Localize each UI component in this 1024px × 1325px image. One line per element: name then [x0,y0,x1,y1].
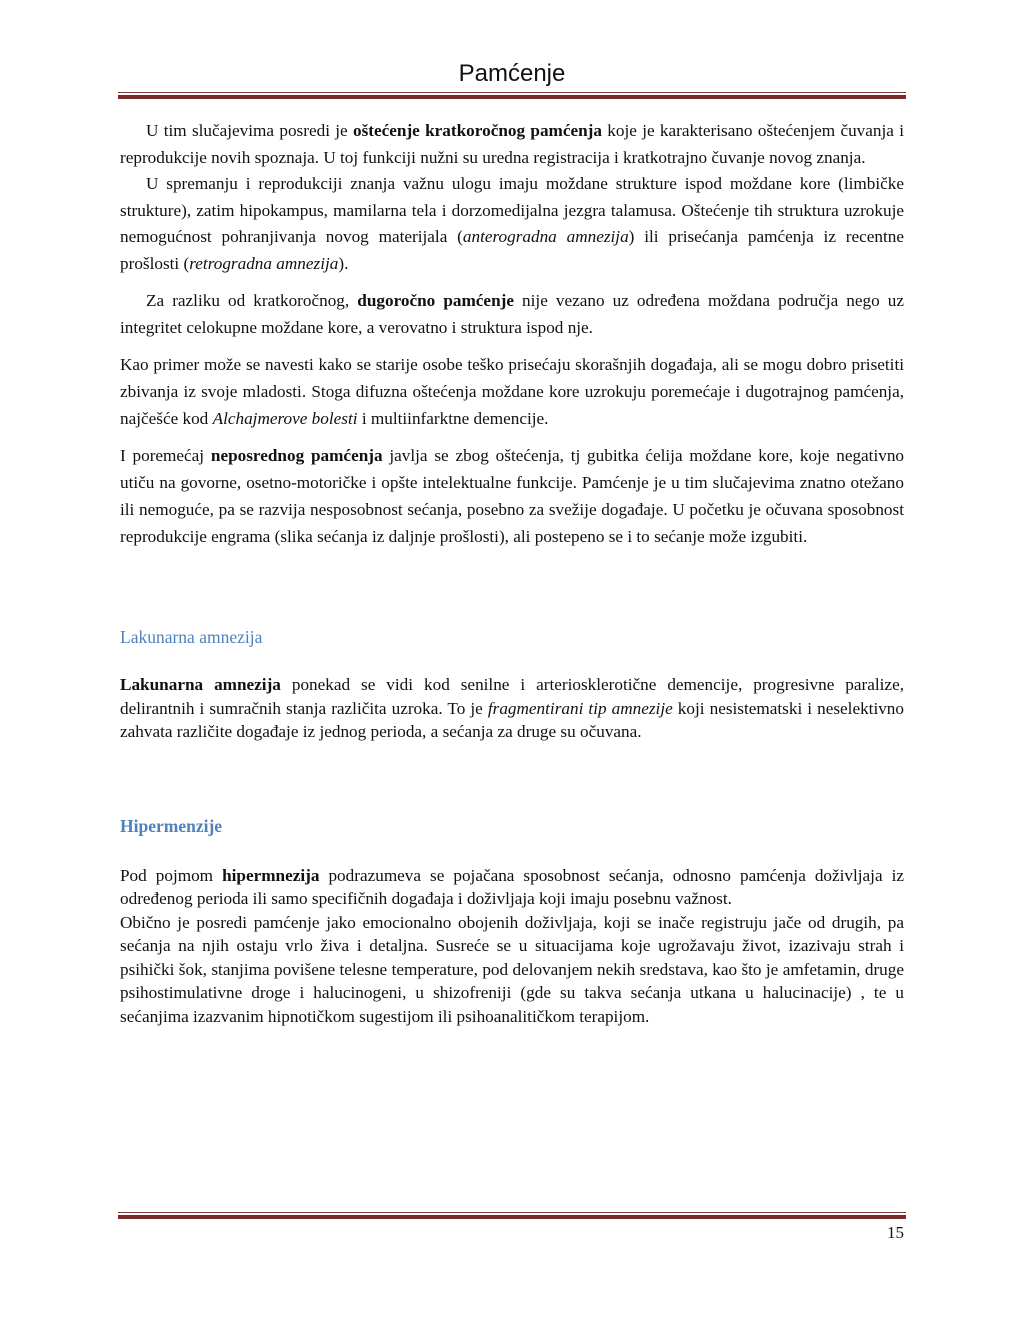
text-run: podrazumeva se pojačana sposobnost sećanja, odnosno pamćenja doživljaja iz određenog perioda ili samo specifičnih događaja i doživljaja koji imaju posebnu važnost. [120,865,904,908]
paragraph-hypermnesia-details: Obično je posredi pamćenje jako emocionalno obojenih doživljaja, koji se inače registruju jače od drugih, pa sećanja na njih ostaju vrlo živa i detaljna. Susreće se u situacijama koje ugrožavaju život, izazivaju strah i psihički šok, stanjima povišene telesne temperature, pod delovanjem nekih sredstava, kao što je amfetamin, druge psihostimulativne droge i halucinogeni, u shizofreniji (gde su takva sećanja utkana u halucinacije) , te u sećanjima izazvanim hipnotičkom sugestijom ili psihoanalitičkom terapijom. [120,912,904,1026]
term-immediate-memory: neposrednog pamćenja [210,446,383,465]
footer-rule [118,1212,906,1219]
paragraph-brain-structures [120,171,904,277]
text-run: ponekad se vidi kod senilne i arteriosklerotične demencije, progresivne paralize, delirantnih i sumračnih stanja različita uzroka. To je [120,675,904,718]
paragraph-hypermnesia-definition [120,864,904,911]
term-short-term-memory: oštećenje kratkoročnog pamćenja [353,121,602,140]
term-retrograde-amnesia: retrogradna amnezija [189,253,339,273]
text-run: I poremećaj [120,446,211,465]
text-run: U tim slučajevima posredi je [146,121,353,140]
section-heading-lacunar-amnesia: Lakunarna amnezija [120,627,263,647]
text-run: nije vezano uz određena moždana područja nego uz integritet celokupne moždane kore, a verovatno i struktura ispod nje. [120,291,905,337]
page-body [120,118,904,1028]
text-run: i multiinfarktne demencije. [357,409,549,428]
footer-rule-thick [118,1215,906,1219]
text-run: ). [338,253,349,273]
section-heading-hypermnesia: Hipermenzije [120,815,223,836]
text-run: Kao primer može se navesti kako se starije osobe teško prisećaju skorašnjih događaja, ali se mogu dobro prisetiti zbivanja iz svoje mladosti. Stoga difuzna oštećenja moždane kore uzrokuju poremećaje i dugotrajnog pamćenja, najčešće kod [120,355,904,428]
header-title: Pamćenje [458,60,566,87]
footer-rule-thin [118,1212,906,1213]
paragraph-example [120,351,904,432]
paragraph-lacunar-amnesia [120,673,904,744]
page-number: 15 [887,1223,904,1242]
paragraph-short-term-memory [120,118,904,171]
text-run: koji nesistematski i neselektivno zahvata različite događaje iz jednog perioda, a sećanja za druge su očuvana. [120,698,904,741]
text-run: Za razliku od kratkoročnog, [146,291,358,310]
term-fragmented-amnesia: fragmentirani tip amnezije [487,698,673,718]
text-run: U spremanju i reprodukciji znanja važnu ulogu imaju moždane strukture ispod moždane kore (limbičke strukture), zatim hipokampus, mamilarna tela i dorzomedijalna jezgra talamusa. Oštećenje tih struktura uzrokuje nemogućnost pohranjivanja novog materijala ( [120,174,904,246]
term-hypermnesia: hipermnezija [222,865,320,885]
text-run: Pod pojmom [120,865,223,885]
text-run: ) ili prisećanja pamćenja iz recentne prošlosti ( [120,227,904,273]
term-alzheimers: Alchajmerove bolesti [212,409,358,428]
text-run: javlja se zbog oštećenja, tj gubitka ćelija moždane kore, koje negativno utiču na govorne, osetno-motoričke i opšte intelektualne funkcije. Pamćenje je u tim slučajevima znatno otežano ili nemoguće, pa se razvija nesposobnost sećanja, posebno za svežije događaje. U početku je očuvana sposobnost reprodukcije engrama (slika sećanja iz daljnje prošlosti), ali postepeno se i to sećanje može izgubiti. [120,446,905,546]
text-run: koje je karakterisano oštećenjem čuvanja i reprodukcije novih spoznaja. U toj funkciji nužni su uredna registracija i kratkotrajno čuvanje novog znanja. [120,121,904,167]
paragraph-immediate-memory [120,442,904,550]
term-anterograde-amnesia: anterogradna amnezija [462,227,629,246]
header-rule [118,92,906,99]
header-rule-thin [118,92,906,93]
term-lacunar-amnesia: Lakunarna amnezija [120,675,281,694]
paragraph-long-term-memory [120,287,904,341]
header-rule-thick [118,95,906,99]
term-long-term-memory: dugoročno pamćenje [357,291,514,310]
